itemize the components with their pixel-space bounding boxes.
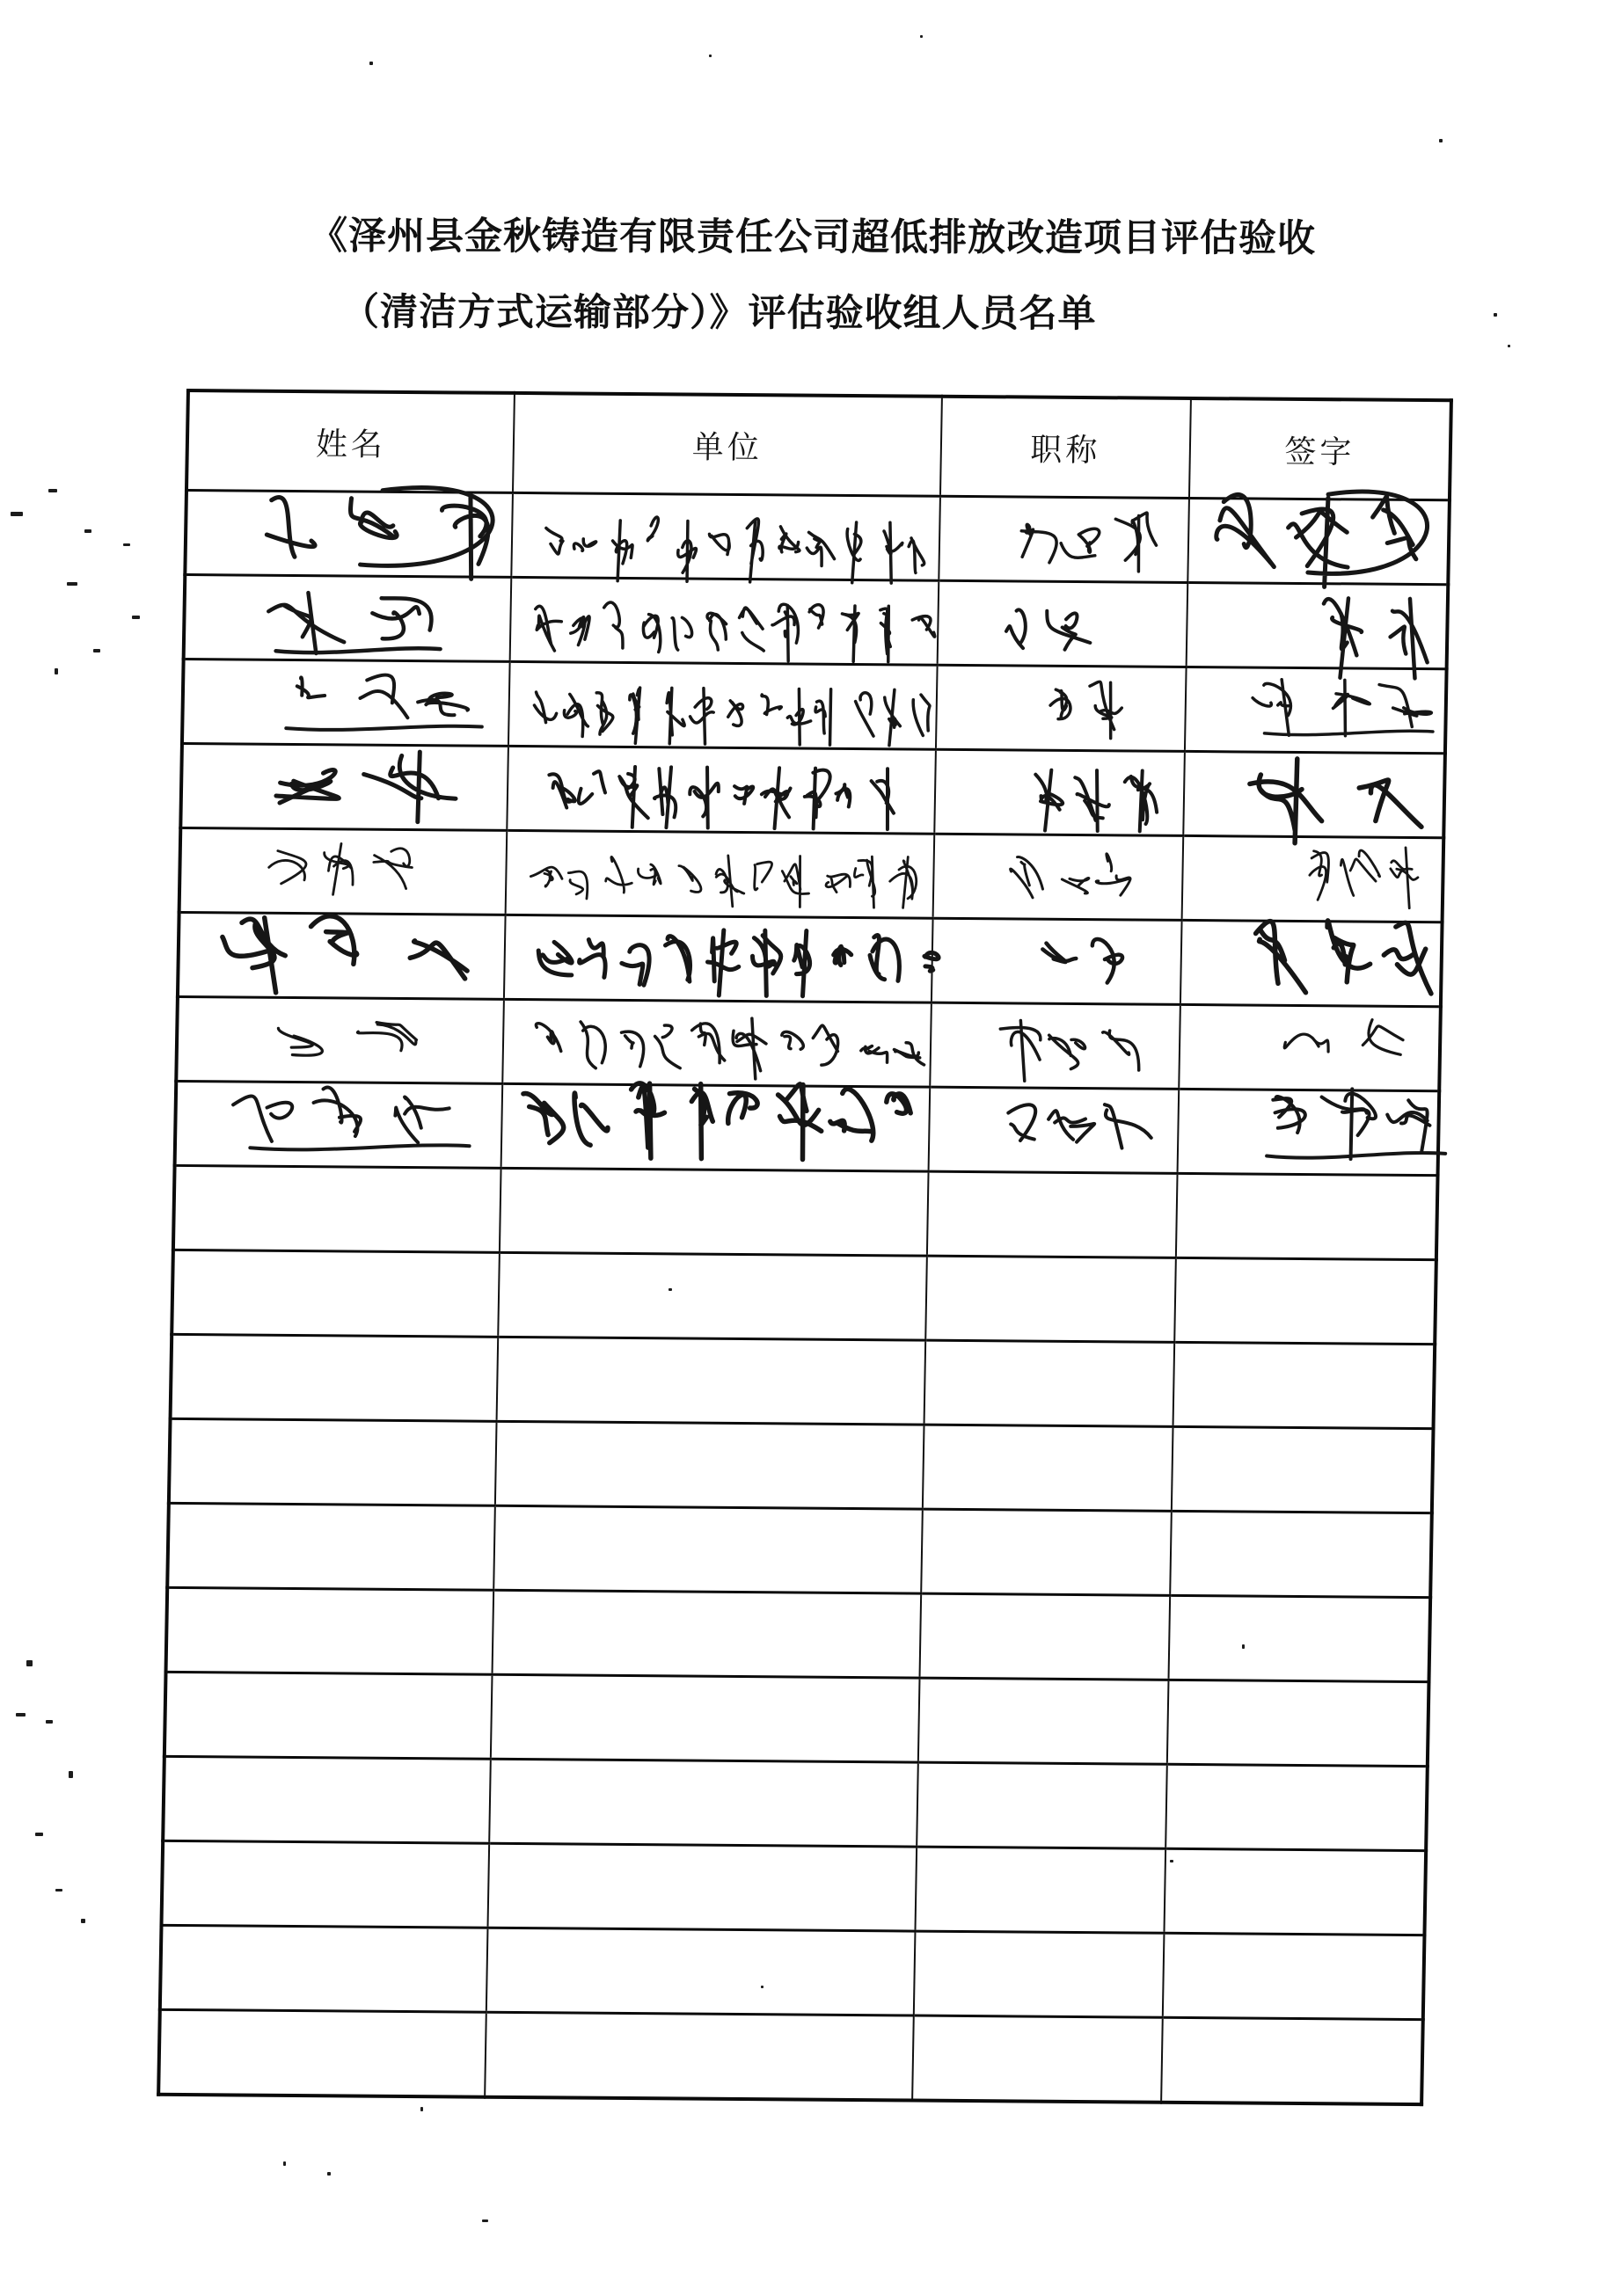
document-title-line-2: （清洁方式运输部分）》评估验收组人员名单 bbox=[340, 291, 1097, 336]
cell-unit bbox=[491, 1674, 920, 1762]
scan-noise-speck bbox=[1170, 1860, 1173, 1862]
table-row bbox=[163, 1756, 1428, 1850]
roster-table bbox=[157, 389, 1453, 2106]
scan-noise-speck bbox=[55, 668, 58, 674]
cell-name bbox=[184, 574, 512, 661]
scan-noise-speck bbox=[46, 1720, 53, 1724]
header-row bbox=[186, 390, 1451, 500]
scan-noise-speck bbox=[420, 2107, 423, 2111]
table-row bbox=[171, 1334, 1436, 1428]
cell-name bbox=[178, 912, 506, 999]
cell-signature bbox=[1187, 498, 1450, 584]
scan-noise-speck bbox=[55, 1889, 62, 1891]
cell-title bbox=[923, 1425, 1173, 1511]
cell-title bbox=[929, 1087, 1180, 1173]
table-row bbox=[180, 743, 1445, 837]
cell-title bbox=[917, 1762, 1167, 1848]
cell-title bbox=[914, 1931, 1165, 2017]
table-row bbox=[162, 1840, 1427, 1935]
cell-name bbox=[180, 743, 508, 830]
scan-noise-speck bbox=[93, 649, 100, 652]
table-row bbox=[158, 2009, 1423, 2104]
table-row bbox=[160, 1925, 1425, 2019]
cell-title bbox=[938, 580, 1188, 667]
scan-noise-speck bbox=[482, 2219, 488, 2222]
column-header-unit: 单位 bbox=[513, 393, 942, 496]
cell-unit bbox=[506, 830, 935, 918]
table-row bbox=[167, 1503, 1432, 1597]
cell-name bbox=[185, 491, 513, 578]
table-row bbox=[185, 491, 1450, 585]
cell-title bbox=[936, 665, 1187, 751]
scan-noise-speck bbox=[123, 543, 130, 546]
cell-name bbox=[167, 1503, 495, 1590]
table-row bbox=[184, 574, 1449, 668]
scan-noise-speck bbox=[26, 1660, 33, 1666]
cell-title bbox=[927, 1171, 1178, 1257]
cell-signature bbox=[1173, 1342, 1436, 1428]
cell-name bbox=[179, 827, 508, 915]
cell-name bbox=[162, 1840, 490, 1928]
cell-name bbox=[158, 2009, 486, 2096]
cell-title bbox=[924, 1340, 1175, 1426]
cell-signature bbox=[1185, 667, 1447, 753]
scan-noise-speck bbox=[1508, 345, 1510, 347]
cell-unit bbox=[489, 1759, 918, 1847]
cell-signature bbox=[1165, 1764, 1428, 1850]
scan-noise-speck bbox=[709, 55, 712, 57]
cell-title bbox=[920, 1593, 1171, 1680]
cell-title bbox=[932, 918, 1182, 1004]
cell-signature bbox=[1161, 2017, 1423, 2104]
cell-title bbox=[930, 1002, 1180, 1089]
cell-title bbox=[934, 749, 1185, 835]
cell-unit bbox=[500, 1168, 929, 1256]
column-header-signature: 签字 bbox=[1189, 398, 1451, 500]
cell-unit bbox=[493, 1590, 922, 1678]
cell-unit bbox=[510, 577, 939, 665]
cell-unit bbox=[485, 2012, 914, 2100]
scan-noise-speck bbox=[132, 616, 140, 619]
cell-signature bbox=[1183, 751, 1445, 837]
cell-unit bbox=[502, 999, 932, 1087]
cell-unit bbox=[508, 661, 938, 749]
cell-signature bbox=[1174, 1257, 1436, 1344]
cell-name bbox=[163, 1756, 491, 1843]
roster-table-header bbox=[186, 390, 1451, 500]
table-row bbox=[173, 1165, 1438, 1259]
cell-unit bbox=[507, 746, 936, 834]
roster-table-area bbox=[157, 389, 1450, 2106]
scan-noise-speck bbox=[48, 489, 57, 492]
scan-noise-speck bbox=[920, 35, 923, 38]
cell-signature bbox=[1178, 1089, 1440, 1175]
cell-unit bbox=[501, 1083, 931, 1171]
scan-noise-speck bbox=[67, 582, 77, 586]
scan-noise-speck bbox=[81, 1919, 85, 1923]
table-row bbox=[176, 996, 1441, 1090]
scan-noise-speck bbox=[11, 512, 23, 516]
cell-title bbox=[918, 1678, 1169, 1764]
cell-name bbox=[164, 1672, 493, 1759]
cell-signature bbox=[1180, 920, 1443, 1006]
table-row bbox=[169, 1418, 1434, 1512]
cell-signature bbox=[1182, 835, 1444, 922]
document-title-line-1: 《泽州县金秋铸造有限责任公司超低排放改造项目评估验收 bbox=[309, 215, 1317, 260]
scan-noise-speck bbox=[327, 2172, 331, 2176]
cell-title bbox=[921, 1509, 1172, 1595]
table-row bbox=[164, 1672, 1429, 1766]
cell-signature bbox=[1164, 1848, 1426, 1935]
table-row bbox=[175, 1081, 1440, 1175]
cell-title bbox=[933, 834, 1184, 920]
cell-unit bbox=[498, 1252, 927, 1340]
cell-signature bbox=[1176, 1173, 1438, 1259]
scan-noise-speck bbox=[761, 1986, 764, 1988]
cell-unit bbox=[504, 915, 933, 1002]
cell-signature bbox=[1172, 1426, 1434, 1512]
cell-unit bbox=[493, 1505, 923, 1593]
cell-name bbox=[160, 1925, 488, 2012]
table-row bbox=[166, 1587, 1431, 1681]
scan-noise-speck bbox=[16, 1713, 26, 1717]
cell-title bbox=[939, 496, 1189, 582]
scan-noise-speck bbox=[1494, 313, 1497, 317]
cell-name bbox=[171, 1334, 499, 1421]
column-header-title: 职称 bbox=[940, 397, 1191, 499]
table-row bbox=[179, 827, 1444, 922]
cell-unit bbox=[511, 492, 940, 580]
scan-noise-speck bbox=[283, 2161, 286, 2166]
cell-name bbox=[169, 1418, 497, 1505]
cell-signature bbox=[1170, 1511, 1432, 1597]
table-row bbox=[172, 1250, 1436, 1344]
scan-noise-speck bbox=[1242, 1644, 1245, 1649]
cell-unit bbox=[486, 1928, 916, 2015]
roster-table-body bbox=[158, 491, 1450, 2105]
table-row bbox=[178, 912, 1443, 1006]
cell-signature bbox=[1163, 1933, 1425, 2019]
cell-name bbox=[182, 659, 510, 746]
cell-signature bbox=[1168, 1595, 1430, 1681]
table-row bbox=[182, 659, 1447, 753]
cell-signature bbox=[1167, 1680, 1429, 1766]
scan-noise-speck bbox=[669, 1288, 672, 1291]
cell-signature bbox=[1187, 582, 1449, 668]
cell-name bbox=[172, 1250, 500, 1337]
cell-name bbox=[176, 996, 504, 1083]
scan-noise-speck bbox=[84, 529, 91, 533]
cell-title bbox=[925, 1256, 1176, 1342]
column-header-name: 姓名 bbox=[186, 390, 515, 492]
scan-noise-speck bbox=[69, 1771, 73, 1778]
scan-noise-speck bbox=[369, 62, 373, 65]
cell-title bbox=[912, 2015, 1163, 2103]
scan-noise-speck bbox=[1439, 139, 1443, 142]
scan-noise-speck bbox=[35, 1833, 43, 1836]
cell-unit bbox=[495, 1421, 924, 1509]
cell-title bbox=[915, 1847, 1165, 1933]
cell-name bbox=[166, 1587, 494, 1674]
cell-name bbox=[175, 1081, 503, 1168]
cell-signature bbox=[1179, 1004, 1441, 1090]
cell-unit bbox=[497, 1337, 926, 1425]
cell-name bbox=[173, 1165, 501, 1252]
cell-unit bbox=[487, 1843, 917, 1931]
